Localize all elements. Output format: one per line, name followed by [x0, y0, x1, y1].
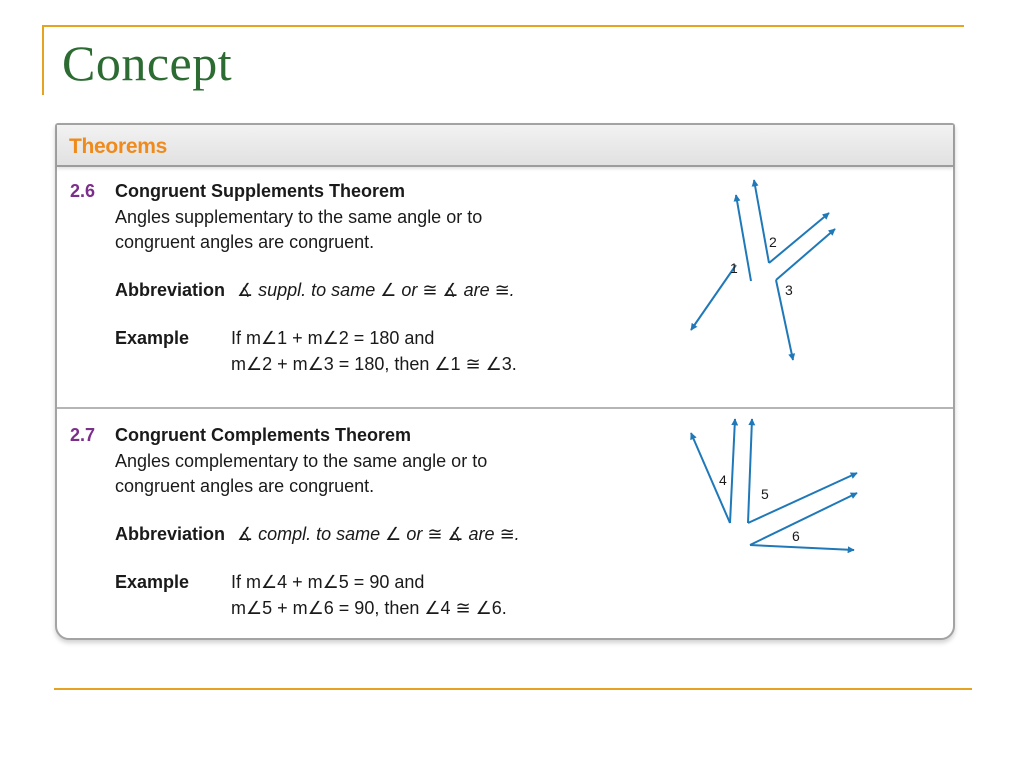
- theorem-statement-line: congruent angles are congruent.: [115, 232, 375, 252]
- theorem-title: Congruent Complements Theorem: [115, 425, 412, 445]
- ray-2-right: [769, 213, 829, 263]
- ray-4-up: [730, 419, 735, 523]
- theorem-statement-line: Angles supplementary to the same angle or to: [115, 207, 483, 227]
- theorem-statement-line: Angles complementary to the same angle or to: [115, 451, 488, 471]
- left-accent-rule: [42, 25, 44, 95]
- abbreviation-label: Abbreviation: [115, 280, 226, 300]
- angle-label-3: 3: [785, 282, 793, 298]
- abbreviation-text: ∡ compl. to same ∠ or ≅ ∡ are ≅.: [237, 524, 520, 544]
- theorem-title: Congruent Supplements Theorem: [115, 181, 406, 201]
- theorem-number: 2.6: [70, 181, 96, 201]
- angle-label-6: 6: [792, 528, 800, 544]
- theorems-header-label: Theorems: [69, 135, 167, 158]
- example-line: m∠2 + m∠3 = 180, then ∠1 ≅ ∠3.: [231, 354, 517, 374]
- example-line: If m∠1 + m∠2 = 180 and: [231, 328, 435, 348]
- ray-1-up: [736, 195, 751, 281]
- angle-label-2: 2: [769, 234, 777, 250]
- slide-title: Concept: [62, 35, 233, 91]
- theorem-number: 2.7: [70, 425, 96, 445]
- theorem-statement-line: congruent angles are congruent.: [115, 476, 375, 496]
- example-line: m∠5 + m∠6 = 90, then ∠4 ≅ ∠6.: [231, 598, 507, 618]
- ray-6-bottom: [750, 545, 854, 550]
- example-line: If m∠4 + m∠5 = 90 and: [231, 572, 425, 592]
- angle-label-1: 1: [730, 260, 738, 276]
- ray-2-up: [754, 180, 769, 263]
- top-accent-rule: [42, 25, 964, 27]
- example-label: Example: [115, 328, 190, 348]
- angle-label-4: 4: [719, 472, 727, 488]
- ray-5-up: [748, 419, 752, 523]
- abbreviation-text: ∡ suppl. to same ∠ or ≅ ∡ are ≅.: [237, 280, 515, 300]
- angle-diagrams: [57, 125, 953, 638]
- ray-3-right: [776, 229, 835, 280]
- abbreviation-label: Abbreviation: [115, 524, 226, 544]
- theorems-box: [55, 123, 955, 640]
- bottom-accent-rule: [54, 688, 972, 690]
- angle-label-5: 5: [761, 486, 769, 502]
- example-label: Example: [115, 572, 190, 592]
